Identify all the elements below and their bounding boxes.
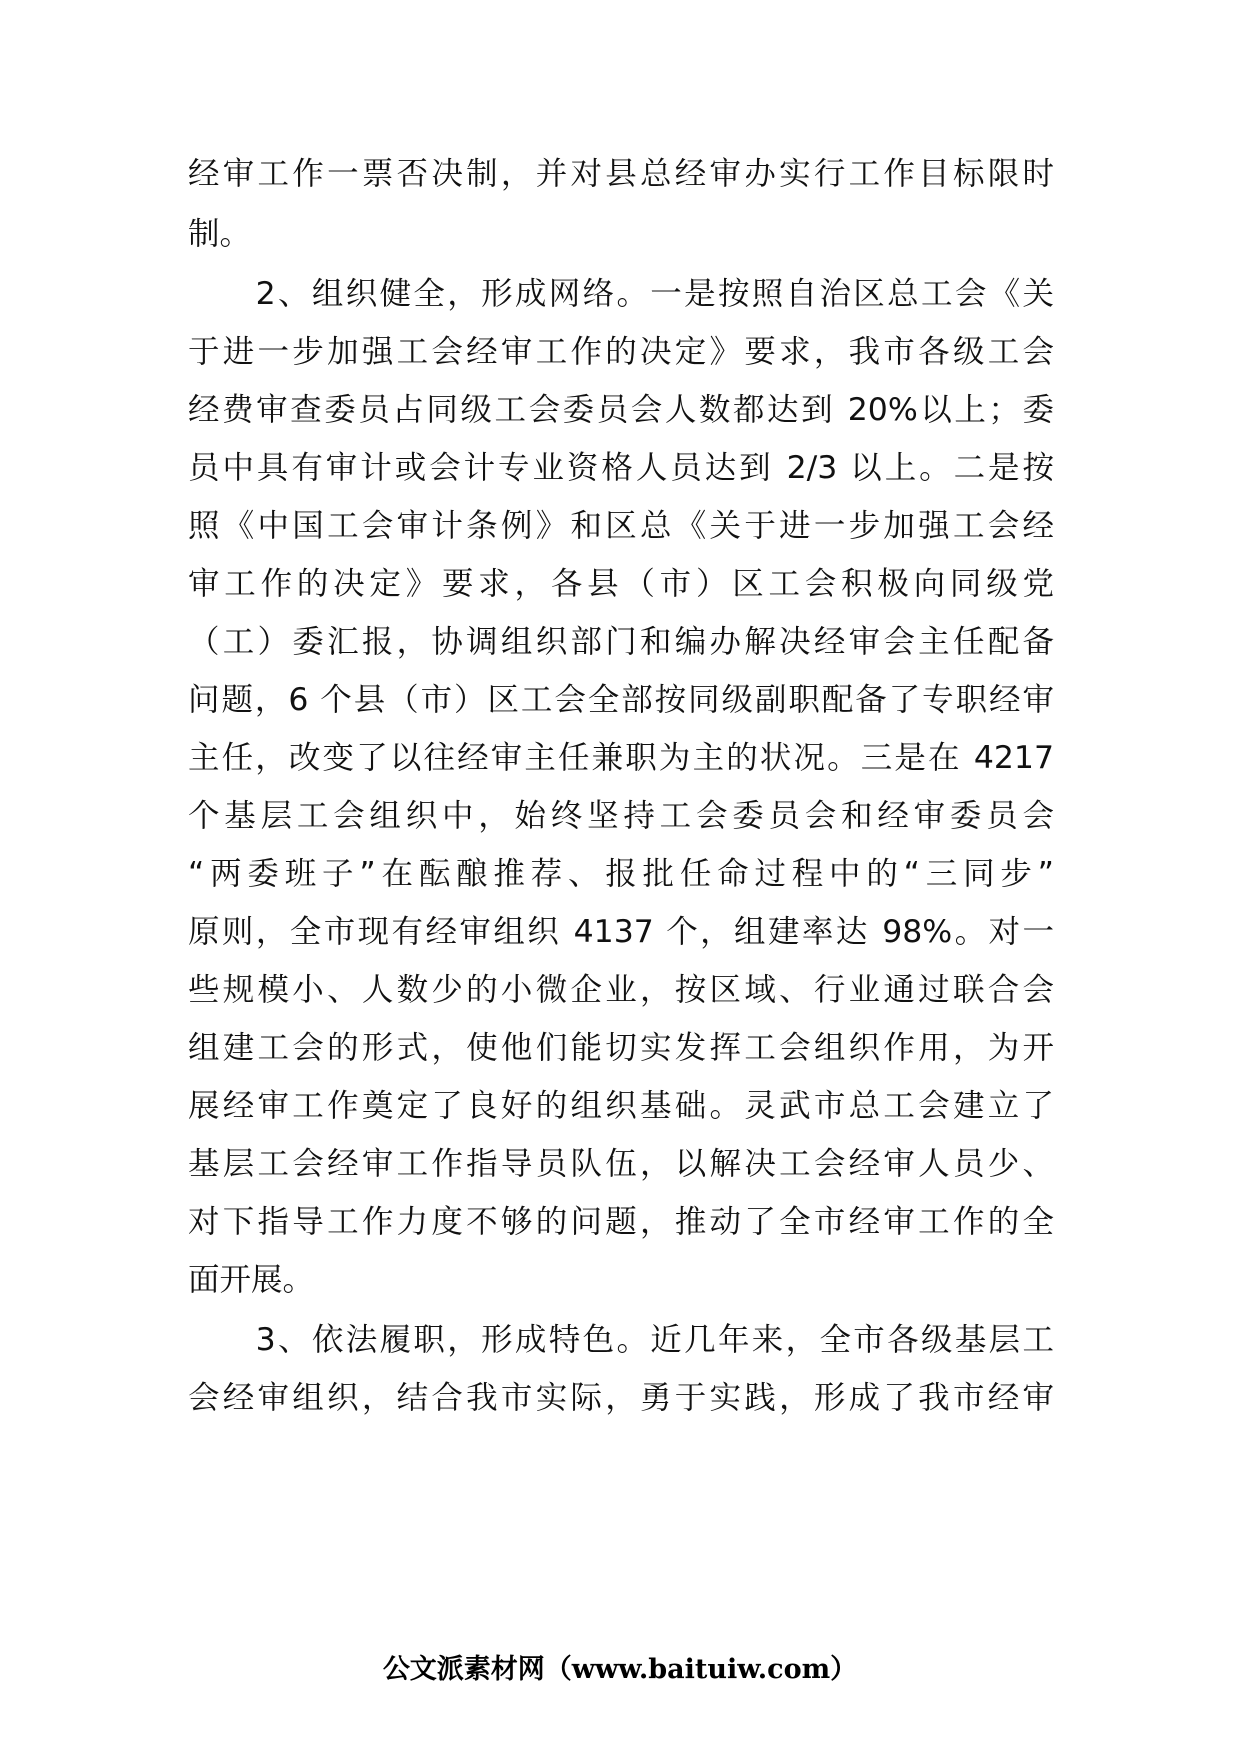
page-footer-watermark: 公文派素材网（www.baituiw.com） (382, 1654, 858, 1685)
body-line: 照《中国工会审计条例》和区总《关于进一步加强工会经 (188, 508, 1054, 544)
body-line: 经费审查委员占同级工会委员会人数都达到 20%以上；委 (188, 392, 1054, 428)
body-line: 些规模小、人数少的小微企业，按区域、行业通过联合会 (188, 972, 1054, 1008)
body-line: 面开展。 (188, 1262, 315, 1298)
body-line: 基层工会经审工作指导员队伍，以解决工会经审人员少、 (188, 1146, 1054, 1182)
body-line: 3、依法履职，形成特色。近几年来，全市各级基层工 (188, 1322, 1054, 1358)
body-line: 组建工会的形式，使他们能切实发挥工会组织作用，为开 (188, 1030, 1054, 1066)
body-line: 问题，6 个县（市）区工会全部按同级副职配备了专职经审 (188, 682, 1054, 718)
body-line: 经审工作一票否决制，并对县总经审办实行工作目标限时 (188, 156, 1054, 192)
body-line: 原则，全市现有经审组织 4137 个，组建率达 98%。对一 (188, 914, 1054, 950)
body-line: 员中具有审计或会计专业资格人员达到 2/3 以上。二是按 (188, 450, 1054, 486)
body-line: 个基层工会组织中，始终坚持工会委员会和经审委员会 (188, 798, 1054, 834)
body-line: “两委班子”在酝酿推荐、报批任命过程中的“三同步” (188, 856, 1054, 892)
body-line: 主任，改变了以往经审主任兼职为主的状况。三是在 4217 (188, 740, 1054, 776)
body-line: 对下指导工作力度不够的问题，推动了全市经审工作的全 (188, 1204, 1054, 1240)
body-line: （工）委汇报，协调组织部门和编办解决经审会主任配备 (188, 624, 1054, 660)
body-line: 2、组织健全，形成网络。一是按照自治区总工会《关 (188, 276, 1054, 312)
body-line: 审工作的决定》要求，各县（市）区工会积极向同级党 (188, 566, 1054, 602)
body-line: 于进一步加强工会经审工作的决定》要求，我市各级工会 (188, 334, 1054, 370)
body-line: 会经审组织，结合我市实际，勇于实践，形成了我市经审 (188, 1380, 1054, 1416)
body-line: 制。 (188, 216, 252, 252)
body-line: 展经审工作奠定了良好的组织基础。灵武市总工会建立了 (188, 1088, 1054, 1124)
